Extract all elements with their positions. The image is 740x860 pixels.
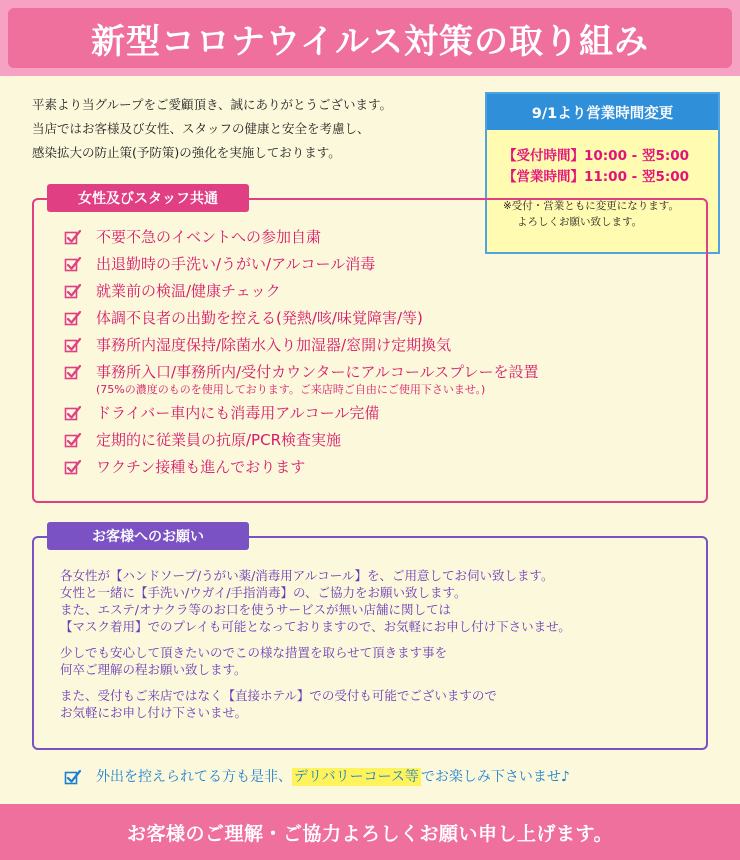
staff-measures-tab: 女性及びスタッフ共通 (47, 184, 249, 212)
customer-paragraph (60, 567, 700, 635)
customer-line: お気軽にお申し付け下さいませ。 (60, 705, 248, 720)
checklist-item (62, 332, 702, 359)
checklist-item (62, 359, 702, 386)
customer-paragraph (60, 644, 700, 678)
header-banner (0, 0, 740, 76)
hours-notice-title: 9/1より営業時間変更 (487, 94, 718, 130)
staff-checklist (62, 224, 702, 481)
delivery-note-text (96, 763, 570, 791)
delivery-note-pre: 外出を控えられてる方も是非、 (96, 769, 292, 785)
hours-note-line: ※受付・営業ともに変更になります。 (503, 200, 679, 212)
checkbox-checked-icon (64, 228, 82, 246)
hours-note-line: よろしくお願い致します。 (517, 216, 643, 228)
checkbox-checked-icon (64, 431, 82, 449)
intro-line: 感染拡大の防止策(予防策)の強化を実施しております。 (32, 145, 341, 160)
customer-paragraph (60, 687, 700, 721)
hours-list (503, 146, 718, 188)
checklist-item (62, 224, 702, 251)
checkbox-checked-icon (64, 363, 82, 381)
checklist-item (62, 454, 702, 481)
customer-line: 【マスク着用】でのプレイも可能となっておりますので、お気軽にお申し付け下さいませ。 (60, 619, 571, 634)
customer-line: また、受付もご来店ではなく【直接ホテル】での受付も可能でございますので (60, 688, 497, 703)
checklist-item (62, 400, 702, 427)
checklist-item (62, 251, 702, 278)
checkbox-checked-icon (64, 282, 82, 300)
checklist-item-label: 就業前の検温/健康チェック (96, 282, 281, 300)
customer-request-text (60, 567, 700, 730)
delivery-note (62, 763, 722, 791)
checkbox-checked-icon (64, 255, 82, 273)
customer-line: 女性と一緒に【手洗い/ウガイ/手指消毒】の、ご協力をお願い致します。 (60, 585, 467, 600)
checklist-item-label: 不要不急のイベントへの参加自粛 (96, 228, 322, 246)
delivery-note-post: でお楽しみ下さいませ♪ (420, 769, 570, 785)
checkbox-checked-icon (64, 404, 82, 422)
checklist-item-label: 体調不良者の出勤を控える(発熱/咳/味覚障害/等) (96, 309, 423, 327)
checkbox-checked-icon (64, 309, 82, 327)
checklist-item (62, 305, 702, 332)
checklist-item-note: (75%の濃度のものを使用しております。ご来店時ご自由にご使用下さいませ。) (96, 383, 486, 396)
checkbox-checked-icon (64, 458, 82, 476)
checklist-item-label: 事務所内湿度保持/除菌水入り加湿器/窓開け定期換気 (96, 336, 452, 354)
page-title: 新型コロナウイルス対策の取り組み (91, 21, 649, 62)
delivery-course-highlight: デリバリーコース等 (294, 769, 419, 785)
checklist-item-label: 事務所入口/事務所内/受付カウンターにアルコールスプレーを設置 (96, 363, 539, 381)
checklist-item-label: 定期的に従業員の抗原/PCR検査実施 (96, 431, 341, 449)
customer-line: また、エステ/オナクラ等のお口を使うサービスが無い店舗に関しては (60, 602, 451, 617)
business-hours: 【営業時間】11:00 - 翌5:00 (503, 169, 690, 185)
checklist-item (62, 278, 702, 305)
checklist-item-label: ドライバー車内にも消毒用アルコール完備 (96, 404, 380, 422)
customer-line: 何卒ご理解の程お願い致します。 (60, 662, 247, 677)
intro-text (32, 93, 492, 165)
checkbox-checked-icon (64, 768, 82, 786)
customer-line: 各女性が【ハンドソープ/うがい薬/消毒用アルコール】を、ご用意してお伺い致します。 (60, 568, 554, 583)
checklist-item-label: 出退勤時の手洗い/うがい/アルコール消毒 (96, 255, 376, 273)
checklist-item-label: ワクチン接種も進んでおります (96, 458, 306, 476)
customer-request-tab: お客様へのお願い (47, 522, 249, 550)
checkbox-checked-icon (64, 336, 82, 354)
customer-line: 少しでも安心して頂きたいのでこの様な措置を取らせて頂きます事を (60, 645, 448, 660)
footer-banner: お客様のご理解・ご協力よろしくお願い申し上げます。 (0, 804, 740, 860)
checklist-item (62, 427, 702, 454)
reception-hours: 【受付時間】10:00 - 翌5:00 (503, 148, 690, 164)
header-banner-inner (8, 8, 732, 68)
intro-line: 平素より当グループをご愛顧頂き、誠にありがとうございます。 (32, 97, 393, 112)
intro-line: 当店ではお客様及び女性、スタッフの健康と安全を考慮し、 (32, 121, 370, 136)
